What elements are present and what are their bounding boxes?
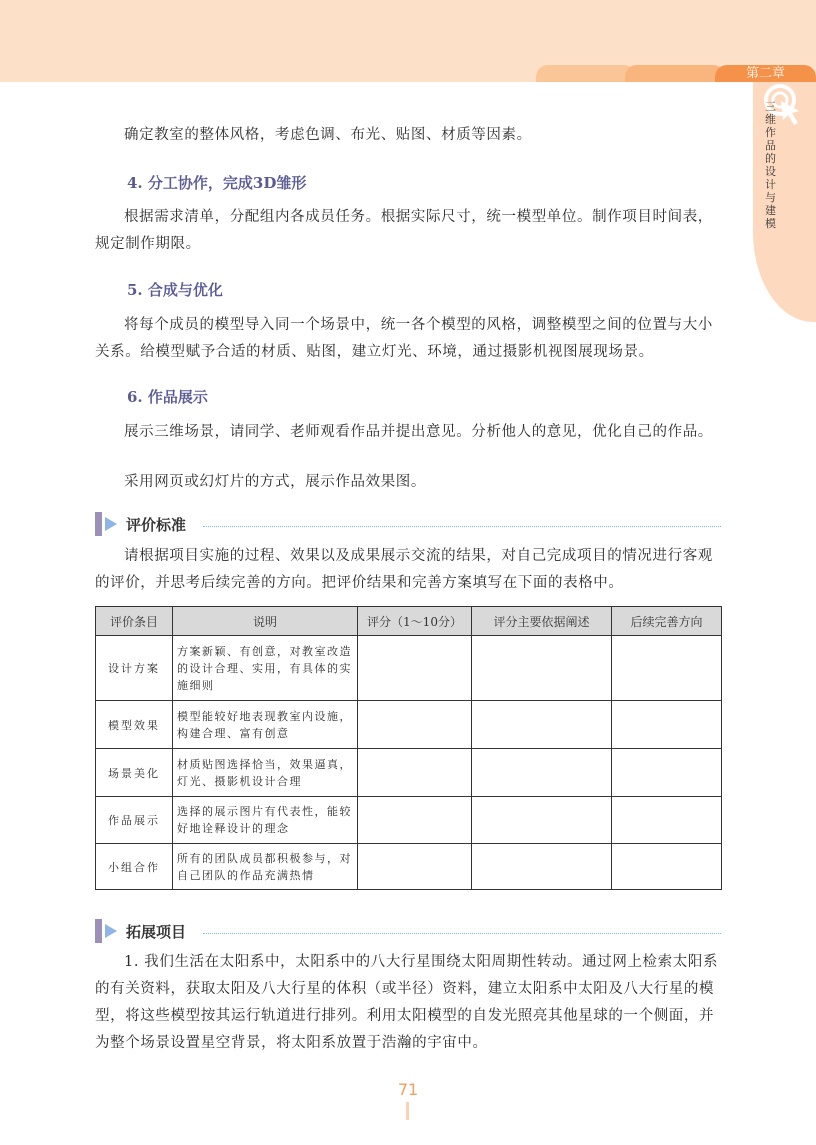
triangle-icon: [105, 924, 117, 938]
evaluation-intro: 请根据项目实施的过程、效果以及成果展示交流的结果，对自己完成项目的情况进行客观的评价，并思考后续完善的方向。把评价结果和完善方案填写在下面的表格中。: [95, 548, 713, 591]
evaluation-title: 评价标准: [126, 516, 187, 534]
evaluation-table: [95, 606, 722, 890]
desc-cell: 选择的展示图片有代表性，能较好地诠释设计的理念: [173, 797, 358, 844]
score-input[interactable]: [358, 636, 472, 701]
paragraph: 将每个成员的模型导入同一个场景中，统一各个模型的风格，调整模型之间的位置与大小关系。给模型赋予合适的材质、贴图，建立灯光、环境，通过摄影机视图展现场景。: [95, 317, 713, 360]
page-number: 71: [397, 1080, 419, 1099]
paragraph: 根据需求清单，分配组内各成员任务。根据实际尺寸，统一模型单位。制作项目时间表，规定制作期限。: [95, 209, 713, 252]
item-cell: 设计方案: [96, 636, 173, 701]
extension-title: 拓展项目: [126, 923, 187, 941]
item-cell: 场景美化: [96, 749, 173, 797]
dotted-divider: [203, 933, 721, 934]
extension-paragraph: 1. 我们生活在太阳系中，太阳系中的八大行星围绕太阳周期性转动。通过网上检索太阳系的有关资料，获取太阳及八大行星的体积（或半径）资料，建立太阳系中太阳及八大行星的模型，将这些模型按其运行轨道进行排列。利用太阳模型的自发光照亮其他星球的一个侧面，并为整个场景设置星空背景，将太阳系放置于浩瀚的宇宙中。: [95, 954, 719, 1051]
improve-input[interactable]: [612, 797, 722, 844]
chapter-tab-1: [536, 65, 636, 82]
item-cell: 小组合作: [96, 844, 173, 890]
table-row: [96, 797, 722, 844]
basis-input[interactable]: [472, 701, 612, 749]
basis-input[interactable]: [472, 844, 612, 890]
evaluation-header: [95, 512, 721, 536]
header-cell: 说明: [173, 607, 358, 636]
triangle-icon: [105, 517, 117, 531]
table-row: [96, 844, 722, 890]
table-row: [96, 701, 722, 749]
basis-input[interactable]: [472, 749, 612, 797]
table-header-row: [96, 607, 722, 636]
dotted-divider: [203, 526, 721, 527]
section-heading: 4. 分工协作，完成3D雏形: [127, 174, 307, 192]
desc-cell: 材质贴图选择恰当，效果逼真，灯光、摄影机设计合理: [173, 749, 358, 797]
header-cell: 评价条目: [96, 607, 173, 636]
paragraph: 确定教室的整体风格，考虑色调、布光、贴图、材质等因素。: [124, 127, 532, 143]
improve-input[interactable]: [612, 844, 722, 890]
header-cell: 后续完善方向: [612, 607, 722, 636]
side-title: 三维作品的设计与建模: [765, 100, 776, 230]
item-cell: 作品展示: [96, 797, 173, 844]
improve-input[interactable]: [612, 636, 722, 701]
page-number-line: [406, 1102, 409, 1120]
paragraph: 采用网页或幻灯片的方式，展示作品效果图。: [124, 474, 426, 490]
score-input[interactable]: [358, 701, 472, 749]
table-row: [96, 636, 722, 701]
header-cell: 评分主要依据阐述: [472, 607, 612, 636]
score-input[interactable]: [358, 749, 472, 797]
improve-input[interactable]: [612, 749, 722, 797]
improve-input[interactable]: [612, 701, 722, 749]
section-heading: 6. 作品展示: [127, 388, 208, 406]
basis-input[interactable]: [472, 636, 612, 701]
desc-cell: 所有的团队成员都积极参与，对自己团队的作品充满热情: [173, 844, 358, 890]
basis-input[interactable]: [472, 797, 612, 844]
header-cell: 评分（1～10分）: [358, 607, 472, 636]
extension-header: [95, 919, 721, 943]
section-bar-icon: [95, 512, 102, 536]
item-cell: 模型效果: [96, 701, 173, 749]
desc-cell: 方案新颖、有创意，对教室改造的设计合理、实用，有具体的实施细则: [173, 636, 358, 701]
desc-cell: 模型能较好地表现教室内设施，构建合理、富有创意: [173, 701, 358, 749]
score-input[interactable]: [358, 797, 472, 844]
section-heading: 5. 合成与优化: [127, 281, 223, 299]
paragraph: 展示三维场景，请同学、老师观看作品并提出意见。分析他人的意见，优化自己的作品。: [124, 424, 713, 440]
table-row: [96, 749, 722, 797]
chapter-tab-2: [625, 65, 725, 82]
chapter-tab-current: 第二章: [715, 65, 816, 82]
section-bar-icon: [95, 919, 102, 943]
score-input[interactable]: [358, 844, 472, 890]
